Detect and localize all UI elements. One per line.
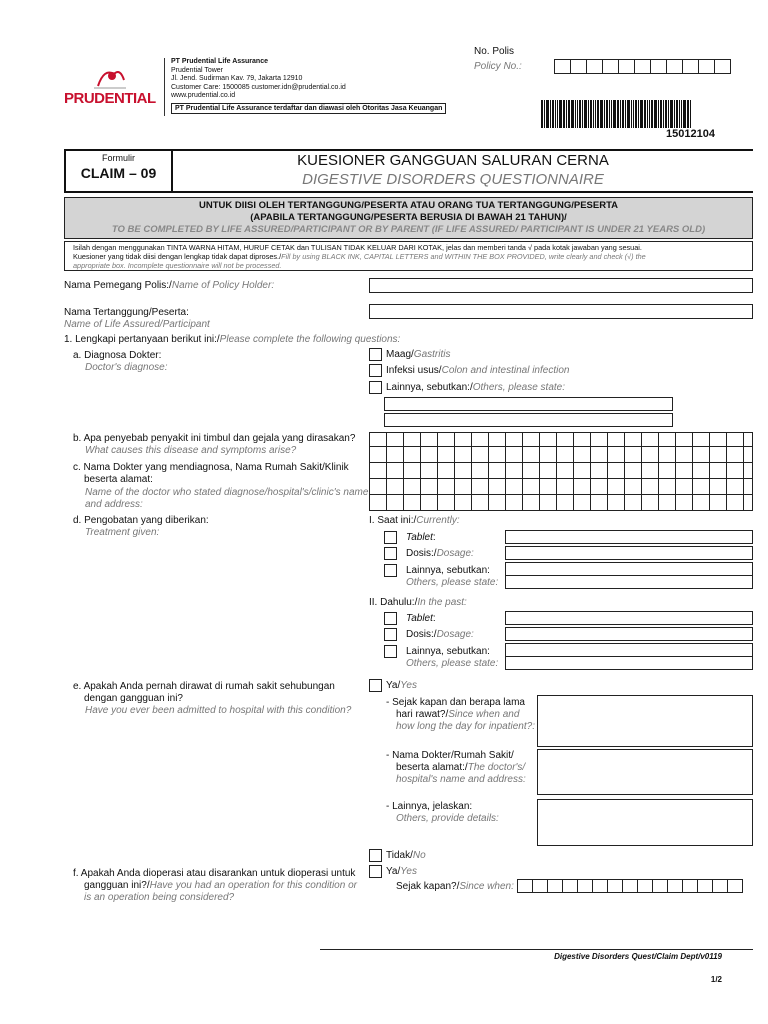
barcode [541, 100, 721, 128]
q1c-label-2: beserta alamat: [84, 474, 153, 485]
instructions-line2-id: Kuesioner yang tidak diisi dengan lengkap tidak dapat diproses./ [73, 252, 282, 261]
current-others-input-1[interactable] [505, 562, 753, 576]
q1c-label-en-1: Name of the doctor who stated diagnose/hospital's/clinic's name [85, 487, 369, 498]
past-others-checkbox[interactable] [384, 645, 397, 658]
hospitalized-no-checkbox[interactable] [369, 849, 382, 862]
company-line: Customer Care: 1500085 customer.idn@prudential.co.id [171, 83, 346, 91]
e-doctor-label-2: beserta alamat:/The doctor's/ [396, 762, 526, 773]
q1c-label-en-2: and address: [85, 499, 143, 510]
instructions-box [64, 241, 753, 271]
current-dose-label: Dosis:/Dosage: [406, 548, 474, 559]
e-since-input[interactable] [537, 695, 753, 747]
form-title-id: KUESIONER GANGGUAN SALURAN CERNA [297, 152, 609, 169]
operation-since-input[interactable] [517, 879, 743, 893]
past-tablet-label: Tablet: [406, 613, 436, 624]
e-others-input[interactable] [537, 799, 753, 846]
banner-line2: (APABILA TERTANGGUNG/PESERTA BERUSIA DI BAWAH 21 TAHUN)/ [250, 212, 567, 223]
diagnose-others-input-2[interactable] [384, 413, 673, 427]
q1c-label-1: c. Nama Dokter yang mendiagnosa, Nama Rumah Sakit/Klinik [73, 462, 349, 473]
footer-rule [320, 949, 753, 950]
q1f-label-3: is an operation being considered? [84, 892, 235, 903]
q1a-label-en: Doctor's diagnose: [85, 362, 168, 373]
e-since-label-3: how long the day for inpatient?: [396, 721, 535, 732]
gastritis-checkbox[interactable] [369, 348, 382, 361]
past-others-label-en: Others, please state: [406, 658, 499, 669]
q1d-label: d. Pengobatan yang diberikan: [73, 515, 209, 526]
completion-banner [64, 197, 753, 239]
q1b-answer-grid[interactable] [369, 432, 753, 511]
q1-intro: 1. Lengkapi pertanyaan berikut ini:/Please complete the following questions: [64, 334, 401, 345]
instructions-line2-en: Fill by using BLACK INK, CAPITAL LETTERS and WITHIN THE BOX PROVIDED, write clearly and check (√) the [281, 252, 646, 261]
current-tablet-input[interactable] [505, 530, 753, 544]
e-since-label-2: hari rawat?/Since when and [396, 709, 520, 720]
past-dose-input[interactable] [505, 627, 753, 641]
e-since-label-1: - Sejak kapan dan berapa lama [386, 697, 525, 708]
d-current-label: I. Saat ini:/Currently: [369, 515, 460, 526]
e-others-label-en: Others, provide details: [396, 813, 499, 824]
logo-text: PRUDENTIAL [64, 90, 156, 107]
past-tablet-checkbox[interactable] [384, 612, 397, 625]
e-others-label: - Lainnya, jelaskan: [386, 801, 473, 812]
q1e-label-en: Have you ever been admitted to hospital with this condition? [85, 705, 352, 716]
hospitalized-no-label: Tidak/No [386, 850, 426, 861]
form-title-en: DIGESTIVE DISORDERS QUESTIONNAIRE [302, 171, 604, 188]
current-others-label-en: Others, please state: [406, 577, 499, 588]
q1a-label: a. Diagnosa Dokter: [73, 350, 162, 361]
current-tablet-label: Tablet: [406, 532, 436, 543]
q1f-label-2: gangguan ini?/Have you had an operation for this condition or [84, 880, 357, 891]
instructions-line3-en: appropriate box. Incomplete questionnaire will not be processed. [73, 261, 282, 270]
company-line: Jl. Jend. Sudirman Kav. 79, Jakarta 12910 [171, 75, 303, 82]
current-others-input-2[interactable] [505, 575, 753, 589]
hospitalized-yes-checkbox[interactable] [369, 679, 382, 692]
current-others-checkbox[interactable] [384, 564, 397, 577]
e-doctor-label-1: - Nama Dokter/Rumah Sakit/ [386, 750, 514, 761]
q1f-label-1: f. Apakah Anda dioperasi atau disarankan untuk dioperasi untuk [73, 868, 356, 879]
banner-line1: UNTUK DIISI OLEH TERTANGGUNG/PESERTA ATAU ORANG TUA TERTANGGUNG/PESERTA [198, 200, 619, 211]
q1b-label-en: What causes this disease and symptoms arise? [85, 445, 297, 456]
operation-yes-label: Ya/Yes [386, 866, 417, 877]
gastritis-label: Maag/Gastritis [386, 349, 451, 360]
life-assured-label: Nama Tertanggung/Peserta: [64, 307, 189, 318]
banner-line3: TO BE COMPLETED BY LIFE ASSURED/PARTICIPANT OR BY PARENT (IF LIFE ASSURED/ PARTICIPANT IS UNDER 21 YEARS OLD) [111, 224, 706, 235]
operation-since-label: Sejak kapan?/Since when: [396, 881, 514, 892]
diagnose-others-checkbox[interactable] [369, 381, 382, 394]
prudential-logo [64, 66, 156, 110]
e-doctor-input[interactable] [537, 749, 753, 795]
diagnose-others-input-1[interactable] [384, 397, 673, 411]
operation-yes-checkbox[interactable] [369, 865, 382, 878]
past-others-label: Lainnya, sebutkan: [406, 646, 490, 657]
q1e-label-2: dengan gangguan ini? [84, 693, 183, 704]
current-dose-input[interactable] [505, 546, 753, 560]
past-dose-checkbox[interactable] [384, 628, 397, 641]
current-dose-checkbox[interactable] [384, 547, 397, 560]
past-dose-label: Dosis:/Dosage: [406, 629, 474, 640]
policy-no-input[interactable] [554, 59, 731, 74]
current-others-label: Lainnya, sebutkan: [406, 565, 490, 576]
footer-ref: Digestive Disorders Quest/Claim Dept/v0119 [554, 952, 722, 961]
e-doctor-label-3: hospital's name and address: [396, 774, 526, 785]
q1d-label-en: Treatment given: [85, 527, 160, 538]
lady-logo-icon [90, 66, 130, 90]
regulation-note: PT Prudential Life Assurance terdaftar dan diawasi oleh Otoritas Jasa Keuangan [171, 103, 446, 114]
instructions-line1: Isilah dengan menggunakan TINTA WARNA HITAM, HURUF CETAK dan TULISAN TIDAK KELUAR DARI KOTAK, jelas dan memberi tanda √ pada kotak jawaban yang sesuai. [73, 243, 642, 252]
page-number: 1/2 [710, 975, 722, 984]
company-line: www.prudential.co.id [171, 92, 236, 99]
policy-holder-input[interactable] [369, 278, 753, 293]
colon-infection-label: Infeksi usus/Colon and intestinal infection [386, 365, 570, 376]
form-code: CLAIM – 09 [80, 165, 157, 181]
colon-infection-checkbox[interactable] [369, 364, 382, 377]
policy-no-label: No. Polis [474, 46, 515, 57]
past-others-input-1[interactable] [505, 643, 753, 657]
current-tablet-checkbox[interactable] [384, 531, 397, 544]
q1b-label: b. Apa penyebab penyakit ini timbul dan gejala yang dirasakan? [73, 433, 356, 444]
company-line: Prudential Tower [171, 66, 224, 74]
life-assured-label-en: Name of Life Assured/Participant [64, 319, 210, 330]
life-assured-input[interactable] [369, 304, 753, 319]
policy-holder-label: Nama Pemegang Polis:/Name of Policy Holder: [64, 280, 275, 291]
hospitalized-yes-label: Ya/Yes [386, 680, 417, 691]
company-info [171, 58, 346, 101]
header-divider [164, 58, 165, 116]
d-past-label: II. Dahulu:/In the past: [369, 597, 467, 608]
formulir-label: Formulir [102, 153, 135, 163]
past-tablet-input[interactable] [505, 611, 753, 625]
past-others-input-2[interactable] [505, 656, 753, 670]
company-name: PT Prudential Life Assurance [171, 58, 268, 65]
diagnose-others-label: Lainnya, sebutkan:/Others, please state: [386, 382, 566, 393]
policy-no-label-en: Policy No.: [474, 61, 522, 72]
barcode-number: 15012104 [666, 128, 715, 140]
q1e-label-1: e. Apakah Anda pernah dirawat di rumah sakit sehubungan [73, 681, 335, 692]
